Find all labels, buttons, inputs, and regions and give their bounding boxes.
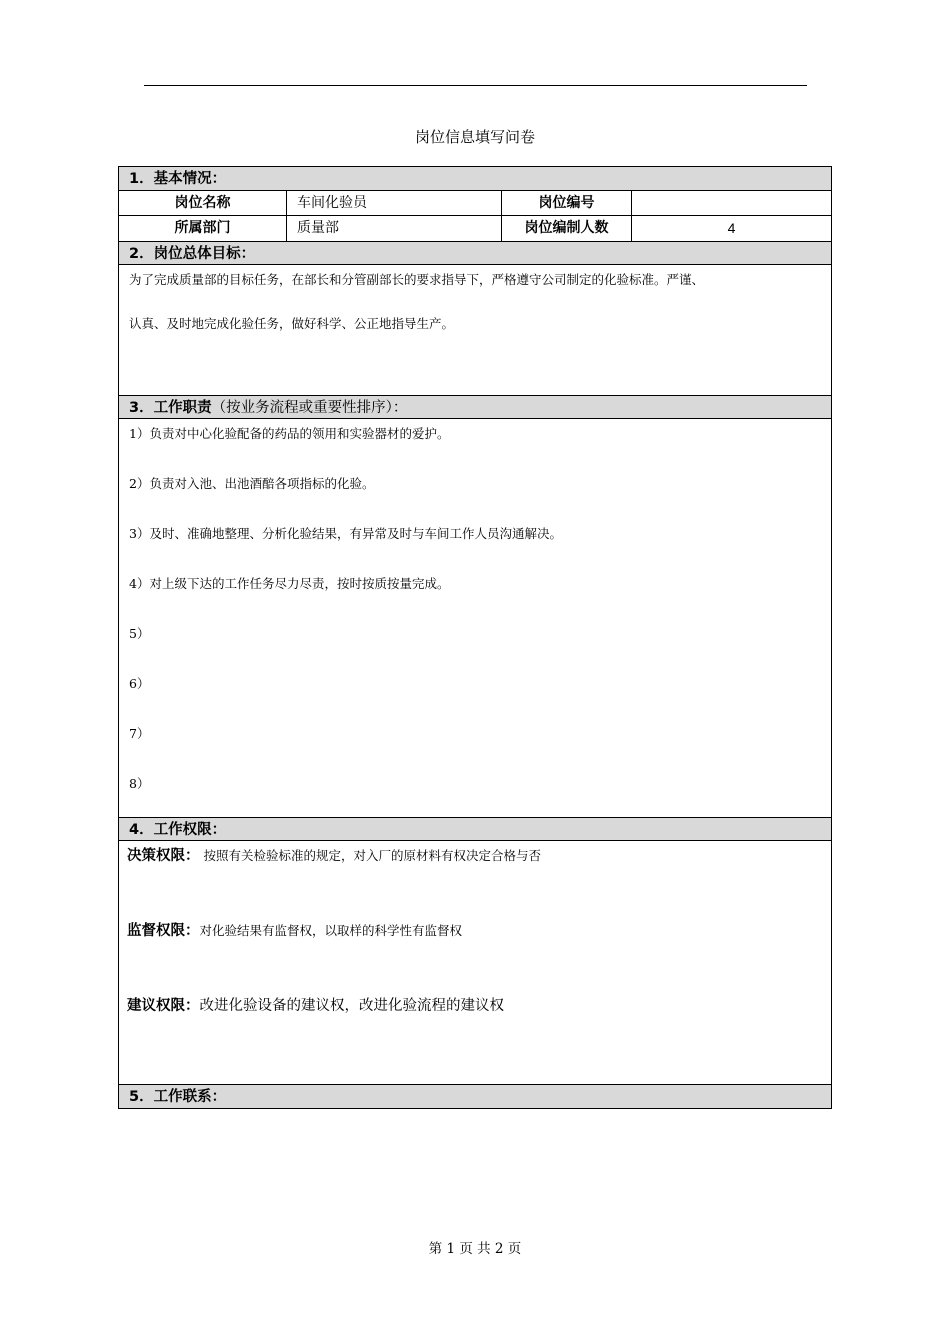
supervision-authority-text: 对化验结果有监督权，以取样的科学性有监督权 [199,923,463,938]
document-title: 岗位信息填写问卷 [414,128,535,146]
authority-content [119,841,831,1084]
decision-authority-label: 决策权限： [127,848,200,864]
section-goal-heading: 2．岗位总体目标： [119,241,831,265]
decision-authority [127,845,823,920]
page-number: 第 1 页 共 2 页 [428,1241,522,1257]
list-item: 3）及时、准确地整理、分析化验结果，有异常及时与车间工作人员沟通解决。 [129,526,562,541]
goal-line: 为了完成质量部的目标任务，在部长和分管副部长的要求指导下，严格遵守公司制定的化验标准。严谨、 [129,272,705,287]
section-duties-heading [119,395,831,419]
list-item: 7） [129,726,150,741]
supervision-authority-label: 监督权限： [127,923,200,939]
position-name-value[interactable]: 车间化验员 [287,191,502,215]
list-item: 6） [129,676,150,691]
duties-heading-text: 3．工作职责 [129,400,212,416]
suggestion-authority [127,995,823,1017]
duties-list [119,419,831,817]
list-item: 4）对上级下达的工作任务尽力尽责，按时按质按量完成。 [129,576,450,591]
table-row [119,216,831,241]
decision-authority-text: 按照有关检验标准的规定，对入厂的原材料有权决定合格与否 [199,848,541,863]
headcount-value[interactable]: 4 [727,220,736,236]
list-item: 2）负责对入池、出池酒醅各项指标的化验。 [129,476,375,491]
position-code-value[interactable] [632,191,831,215]
questionnaire-form [118,166,832,1109]
section-basic-heading: 1．基本情况： [119,167,831,191]
list-item: 1）负责对中心化验配备的药品的领用和实验器材的爱护。 [129,426,450,441]
section-authority-heading: 4．工作权限： [119,817,831,841]
department-value[interactable]: 质量部 [287,216,502,241]
supervision-authority [127,920,823,995]
suggestion-authority-text: 改进化验设备的建议权，改进化验流程的建议权 [199,998,504,1014]
header-rule [144,85,807,86]
duties-heading-note: （按业务流程或重要性排序）： [211,400,408,416]
goal-line: 认真、及时地完成化验任务，做好科学、公正地指导生产。 [129,316,455,331]
table-row [119,191,831,216]
position-code-label: 岗位编号 [502,191,632,215]
basic-info-table [119,191,831,241]
suggestion-authority-label: 建议权限： [127,998,200,1014]
department-label: 所属部门 [119,216,287,241]
headcount-label: 岗位编制人数 [502,216,632,241]
position-name-label: 岗位名称 [119,191,287,215]
goal-content [119,265,831,395]
list-item: 8） [129,776,150,791]
list-item: 5） [129,626,150,641]
section-contacts-heading: 5．工作联系： [119,1084,831,1108]
